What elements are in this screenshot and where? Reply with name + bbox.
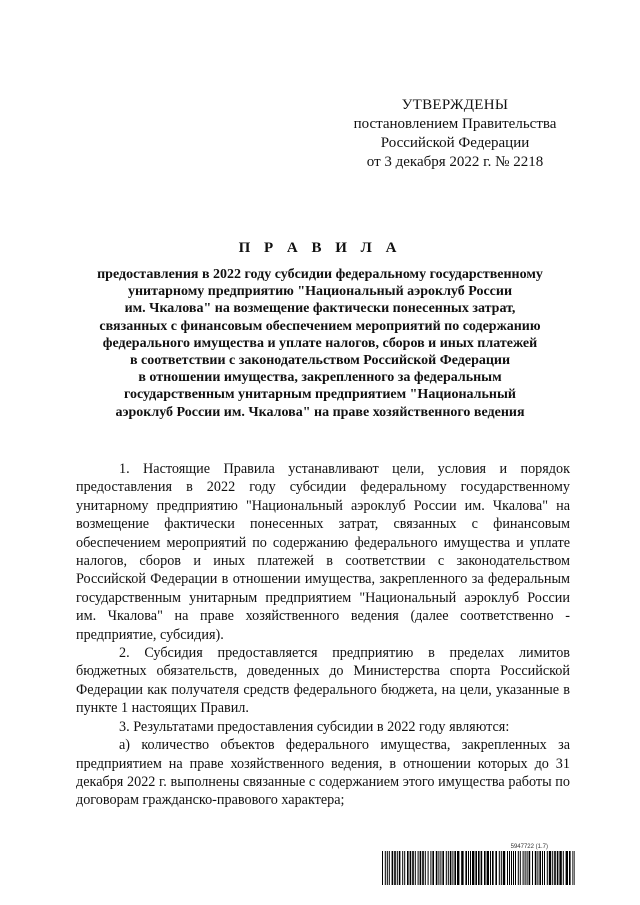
document-code: 5947722 (1.7): [510, 844, 548, 850]
approval-line-2: Российской Федерации: [380, 135, 530, 151]
subtitle-line: унитарному предприятию "Национальный аэроклуб России: [127, 284, 513, 300]
approval-title: УТВЕРЖДЕНЫ: [401, 97, 509, 113]
subtitle-line: им. Чкалова" на возмещение фактически понесенных затрат,: [124, 301, 516, 317]
paragraph-3: 3. Результатами предоставления субсидии в 2022 году являются:: [119, 718, 510, 735]
subtitle-line: предоставления в 2022 году субсидии федеральному государственному: [97, 267, 543, 282]
paragraph-2: 2. Субсидия предоставляется предприятию в пределах лимитов бюджетных обязательств, доведенных до Министерства спорта Российской Федерации как получателя средств федерального бюджета, на цели, указанные в пункте 1 настоящих Правил.: [76, 645, 570, 717]
subtitle-line: федерального имущества и уплате налогов, сборов и иных платежей: [102, 335, 538, 351]
paragraph-1: 1. Настоящие Правила устанавливают цели, условия и порядок предоставления в 2022 году субсидии федеральному государственному унитарному предприятию "Национальный аэроклуб России им. Чкалова" на возмещение фактически понесенных затрат, связанных с финансовым обеспечением мероприятий по содержанию федерального имущества и уплате налогов, сборов и иных платежей в соответствии с законодательством Российской Федерации в отношении имущества, закрепленного за федеральным государственным унитарным предприятием "Национальный аэроклуб России им. Чкалова" на праве хозяйственного ведения (далее соответственно - предприятие, субсидия).: [76, 461, 570, 643]
document-subtitle: [80, 266, 560, 421]
approval-line-1: постановлением Правительства: [353, 116, 557, 132]
document-body: [76, 460, 570, 810]
approval-line-3: от 3 декабря 2022 г. № 2218: [366, 154, 544, 170]
approval-block: [340, 96, 570, 172]
subtitle-line: государственным унитарным предприятием "Национальный: [124, 387, 516, 403]
subtitle-line: аэроклуб России им. Чкалова" на праве хозяйственного ведения: [115, 404, 525, 420]
subtitle-line: в соответствии с законодательством Российской Федерации: [129, 353, 511, 369]
barcode-image: [382, 851, 575, 885]
paragraph-3a: а) количество объектов федерального имущества, закрепленных за предприятием на праве хозяйственного ведения, в отношении которых до 31 декабря 2022 г. выполнены связанные с содержанием этого имущества работы по договорам гражданско-правового характера;: [76, 737, 570, 809]
subtitle-line: в отношении имущества, закрепленного за федеральным: [138, 370, 502, 386]
document-title: П Р А В И Л А: [238, 240, 402, 256]
subtitle-line: связанных с финансовым обеспечением мероприятий по содержанию: [99, 318, 541, 334]
